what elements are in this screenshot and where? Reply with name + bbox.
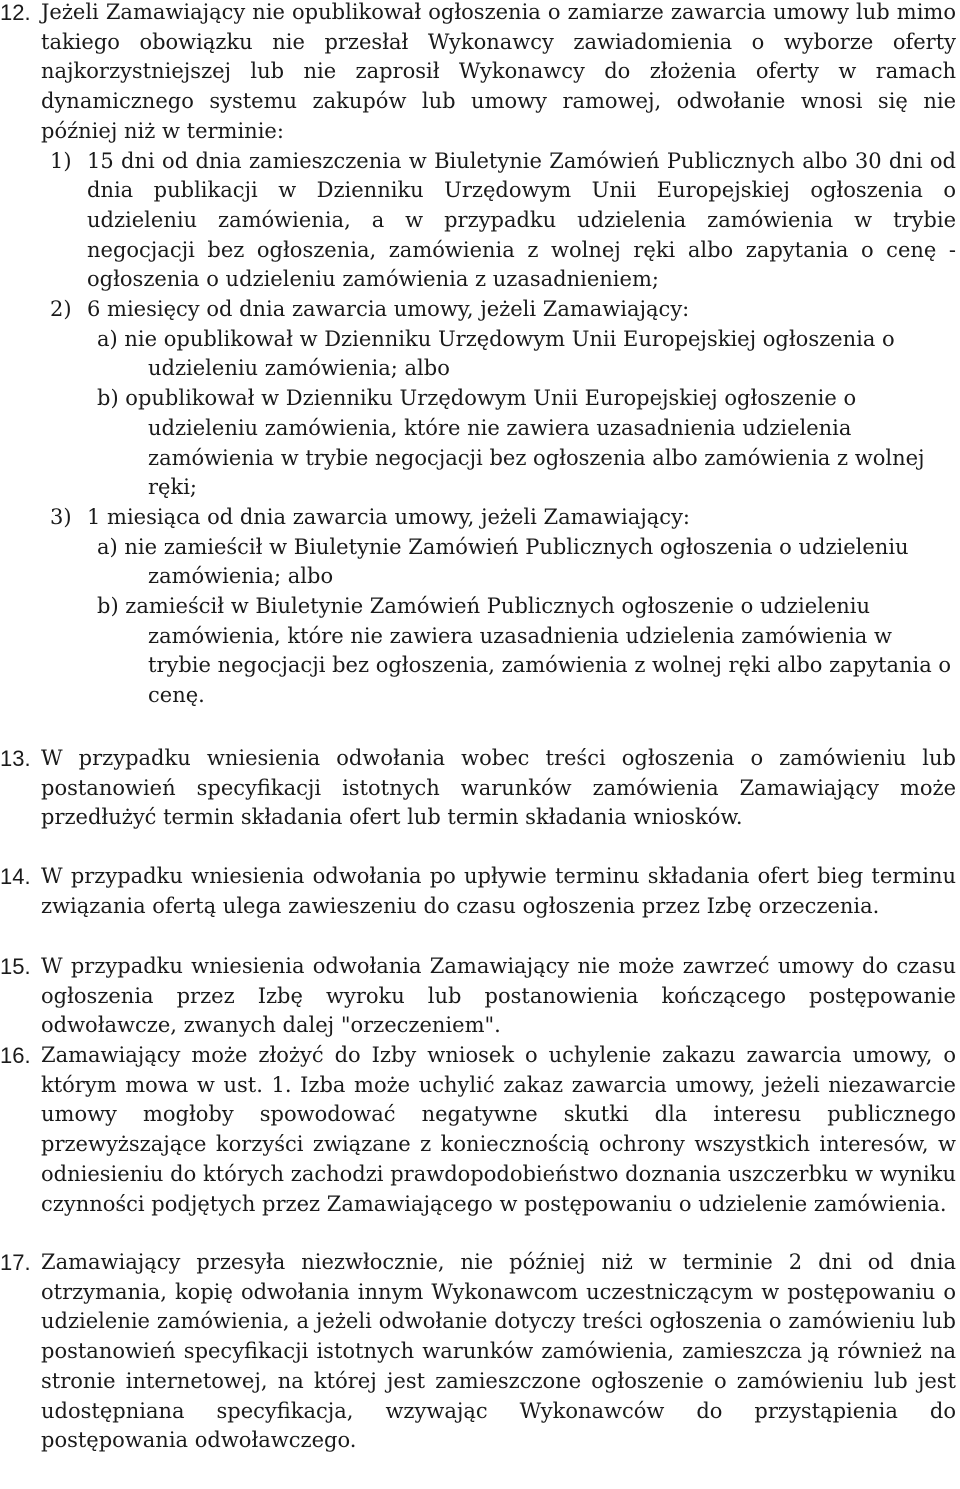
letter-point-b bbox=[97, 384, 956, 503]
letter-point-text: a) nie opublikował w Dzienniku Urzędowym Unii Europejskiej ogłoszenia o udzieleniu zamówienia; albo bbox=[97, 326, 895, 381]
subpoint-1 bbox=[50, 147, 956, 296]
paragraph-number: 12. bbox=[0, 0, 31, 25]
paragraph-15 bbox=[0, 952, 956, 1041]
subpoint-text: 15 dni od dnia zamieszczenia w Biuletynie Zamówień Publicznych albo 30 dni od dnia publikacji w Dzienniku Urzędowym Unii Europejskiej ogłoszenia o udzieleniu zamówienia, a w przypadku udzielenia zamówienia w trybie negocjacji bez ogłoszenia, zamówienia z wolnej ręki albo zapytania o cenę - ogłoszenia o udzieleniu zamówienia z uzasadnieniem; bbox=[87, 148, 956, 292]
paragraph-text: Zamawiający może złożyć do Izby wniosek o uchylenie zakazu zawarcia umowy, o którym mowa w ust. 1. Izba może uchylić zakaz zawarcia umowy, jeżeli niezawarcie umowy mogłoby spowodować negatywne skutki dla interesu publicznego przewyższające korzyści związane z koniecznością ochrony wszystkich interesów, w odniesieniu do których zachodzi prawdopodobieństwo doznania uszczerbku w wyniku czynności podjętych przez Zamawiającego w postępowaniu o udzielenie zamówienia. bbox=[41, 1043, 956, 1216]
letter-point-text: a) nie zamieścił w Biuletynie Zamówień Publicznych ogłoszenia o udzieleniu zamówienia; albo bbox=[97, 534, 909, 589]
subpoint-2 bbox=[50, 295, 956, 325]
letter-point-text: b) zamieścił w Biuletynie Zamówień Publicznych ogłoszenie o udzieleniu zamówienia, które nie zawiera uzasadnienia udzielenia zamówienia w trybie negocjacji bez ogłoszenia, zamówienia z wolnej ręki albo zapytania o cenę. bbox=[97, 594, 952, 708]
paragraph-text: W przypadku wniesienia odwołania wobec treści ogłoszenia o zamówieniu lub postanowień specyfikacji istotnych warunków zamówienia Zamawiający może przedłużyć termin składania ofert lub termin składania wniosków. bbox=[41, 746, 956, 830]
paragraph-number: 15. bbox=[0, 954, 31, 979]
subpoint-3 bbox=[50, 503, 956, 533]
letter-point-text: b) opublikował w Dzienniku Urzędowym Unii Europejskiej ogłoszenie o udzieleniu zamówienia, które nie zawiera uzasadnienia udzielenia zamówienia w trybie negocjacji bez ogłoszenia albo zamówienia z wolnej ręki; bbox=[97, 386, 925, 500]
paragraph-number: 14. bbox=[0, 864, 31, 889]
paragraph-14 bbox=[0, 862, 956, 921]
subpoint-number: 1) bbox=[50, 148, 72, 173]
letter-point-a bbox=[97, 325, 956, 384]
subpoint-number: 2) bbox=[50, 297, 72, 322]
paragraph-16 bbox=[0, 1041, 956, 1219]
paragraph-number: 13. bbox=[0, 746, 31, 771]
subpoint-text: 6 miesięcy od dnia zawarcia umowy, jeżeli Zamawiający: bbox=[87, 297, 690, 322]
paragraph-12 bbox=[0, 0, 956, 711]
subpoint-text: 1 miesiąca od dnia zawarcia umowy, jeżeli Zamawiający: bbox=[87, 504, 691, 529]
paragraph-text: W przypadku wniesienia odwołania po upływie terminu składania ofert bieg terminu związania ofertą ulega zawieszeniu do czasu ogłoszenia przez Izbę orzeczenia. bbox=[41, 864, 956, 918]
letter-point-a bbox=[97, 533, 956, 592]
paragraph-number: 17. bbox=[0, 1250, 31, 1275]
paragraph-17 bbox=[0, 1248, 956, 1456]
paragraph-text: Jeżeli Zamawiający nie opublikował ogłoszenia o zamiarze zawarcia umowy lub mimo takiego obowiązku nie przesłał Wykonawcy zawiadomienia o wyborze oferty najkorzystniejszej lub nie zaprosił Wykonawcy do złożenia oferty w ramach dynamicznego systemu zakupów lub umowy ramowej, odwołanie wnosi się nie później niż w terminie: bbox=[41, 0, 956, 143]
paragraph-text: W przypadku wniesienia odwołania Zamawiający nie może zawrzeć umowy do czasu ogłoszenia przez Izbę wyroku lub postanowienia kończącego postępowanie odwoławcze, zwanych dalej "orzeczeniem". bbox=[41, 954, 956, 1038]
paragraph-number: 16. bbox=[0, 1043, 31, 1068]
subpoint-number: 3) bbox=[50, 504, 72, 529]
paragraph-text: Zamawiający przesyła niezwłocznie, nie później niż w terminie 2 dni od dnia otrzymania, kopię odwołania innym Wykonawcom uczestniczącym w postępowaniu o udzielenie zamówienia, a jeżeli odwołanie dotyczy treści ogłoszenia o zamówieniu lub postanowień specyfikacji istotnych warunków zamówienia, zamieszcza ją również na stronie internetowej, na której jest zamieszczone ogłoszenie o zamówieniu lub jest udostępniana specyfikacja, wzywając Wykonawców do przystąpienia do postępowania odwoławczego. bbox=[41, 1250, 956, 1453]
letter-point-b bbox=[97, 592, 956, 711]
paragraph-13 bbox=[0, 744, 956, 833]
